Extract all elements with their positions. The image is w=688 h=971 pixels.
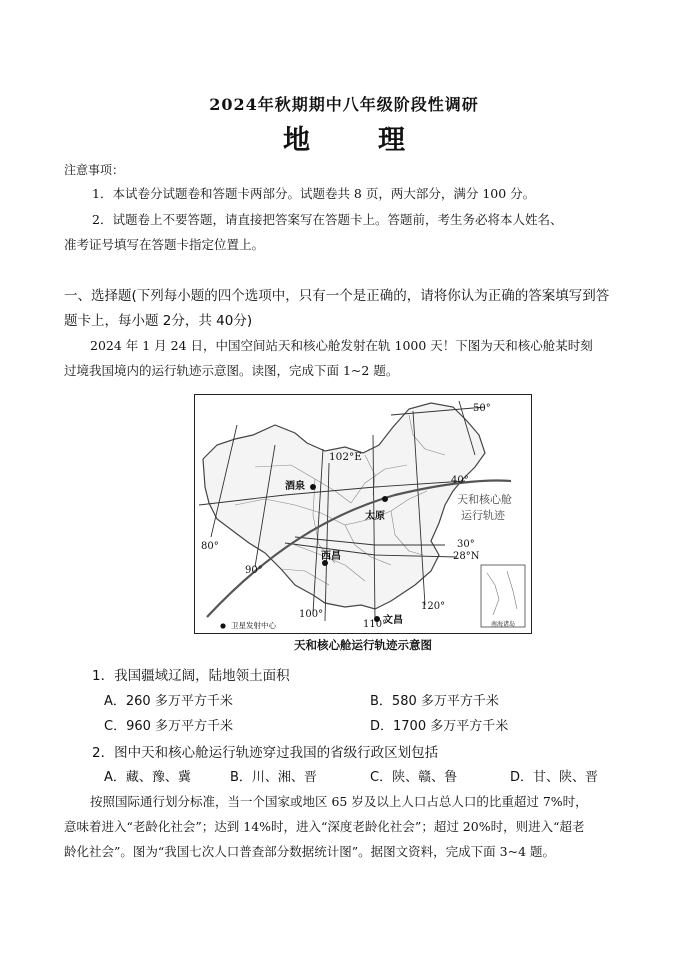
subject-char-2: 理 xyxy=(378,125,405,156)
label-taiyuan: 太原 xyxy=(365,511,385,522)
label-legend: 卫星发射中心 xyxy=(231,621,276,630)
question-2-option-a[interactable]: A．藏、豫、冀 xyxy=(104,770,191,785)
passage-1-line-1: 2024 年 1 月 24 日，中国空间站天和核心舱发射在轨 1000 天！下图为天和核心舱某时刻 xyxy=(90,338,593,353)
passage-2-line-2: 意味着进入“老龄化社会”；达到 14%时，进入“深度老龄化社会”；超过 20%时，则进入“超老 xyxy=(64,819,585,834)
label-wenchang: 文昌 xyxy=(383,615,403,626)
label-lat-28: 28°N xyxy=(453,551,480,562)
label-lat-30: 30° xyxy=(457,539,475,550)
question-2-stem: 2．图中天和核心舱运行轨迹穿过我国的省级行政区划包括 xyxy=(92,745,439,761)
label-orbit-line-1: 天和核心舱 xyxy=(457,493,512,506)
question-2-option-b[interactable]: B．川、湘、晋 xyxy=(230,770,317,785)
passage-2-line-3: 龄化社会”。图为“我国七次人口普查部分数据统计图”。据图文资料，完成下面 3~4 题。 xyxy=(64,844,555,859)
passage-2-line-1: 按照国际通行划分标准，当一个国家或地区 65 岁及以上人口占总人口的比重超过 7%时， xyxy=(90,794,588,809)
label-orbit-line-2: 运行轨迹 xyxy=(461,509,505,522)
question-2-option-c[interactable]: C．陕、赣、鲁 xyxy=(370,770,458,785)
china-outline xyxy=(203,403,485,609)
label-lon-120: 120° xyxy=(421,601,446,612)
section-1-instructions-line-1: 一、选择题(下列每小题的四个选项中，只有一个是正确的，请将你认为正确的答案填写到答 xyxy=(64,288,610,304)
notes-item-2-line-1: 2．试题卷上不要答题，请直接把答案写在答题卡上。答题前，考生务必将本人姓名、 xyxy=(92,212,563,227)
label-xichang: 西昌 xyxy=(321,551,341,562)
label-lon-80: 80° xyxy=(201,541,219,552)
passage-1-line-2: 过境我国境内的运行轨迹示意图。读图，完成下面 1~2 题。 xyxy=(64,363,399,378)
question-1-stem: 1．我国疆域辽阔，陆地领土面积 xyxy=(92,668,290,684)
label-lat-40: 40° xyxy=(451,475,469,486)
label-lon-90: 90° xyxy=(245,565,263,576)
subject-title xyxy=(0,118,688,157)
question-2-option-d[interactable]: D．甘、陕、晋 xyxy=(510,770,599,785)
label-lat-50: 50° xyxy=(473,403,491,414)
label-lon-100: 100° xyxy=(299,609,324,620)
label-lon-110: 110° xyxy=(363,619,388,630)
exam-title: 2024年秋期期中八年级阶段性调研 xyxy=(209,95,479,114)
legend-dot xyxy=(220,623,225,628)
notes-item-2-line-2: 准考证号填写在答题卡指定位置上。 xyxy=(64,237,265,252)
map-caption: 天和核心舱运行轨迹示意图 xyxy=(294,638,432,652)
question-1-option-b[interactable]: B．580 多万平方千米 xyxy=(370,694,499,709)
notes-heading: 注意事项： xyxy=(64,163,125,177)
question-1-option-d[interactable]: D．1700 多万平方千米 xyxy=(370,719,509,734)
taiyuan-launch-site xyxy=(382,496,388,502)
label-jiuquan: 酒泉 xyxy=(285,481,305,492)
question-1-option-c[interactable]: C．960 多万平方千米 xyxy=(104,719,234,734)
subject-char-1: 地 xyxy=(283,125,310,156)
jiuquan-launch-site xyxy=(310,484,316,490)
section-1-instructions-line-2: 题卡上，每小题 2分，共 40分) xyxy=(64,313,253,329)
question-1-option-a[interactable]: A．260 多万平方千米 xyxy=(104,694,233,709)
label-inset: 南海诸岛 xyxy=(491,621,516,628)
notes-item-1: 1．本试卷分试题卷和答题卡两部分。试题卷共 8 页，两大部分，满分 100 分。 xyxy=(92,186,536,201)
label-lon-102e: 102°E xyxy=(329,451,362,463)
orbit-map-figure xyxy=(194,394,532,634)
